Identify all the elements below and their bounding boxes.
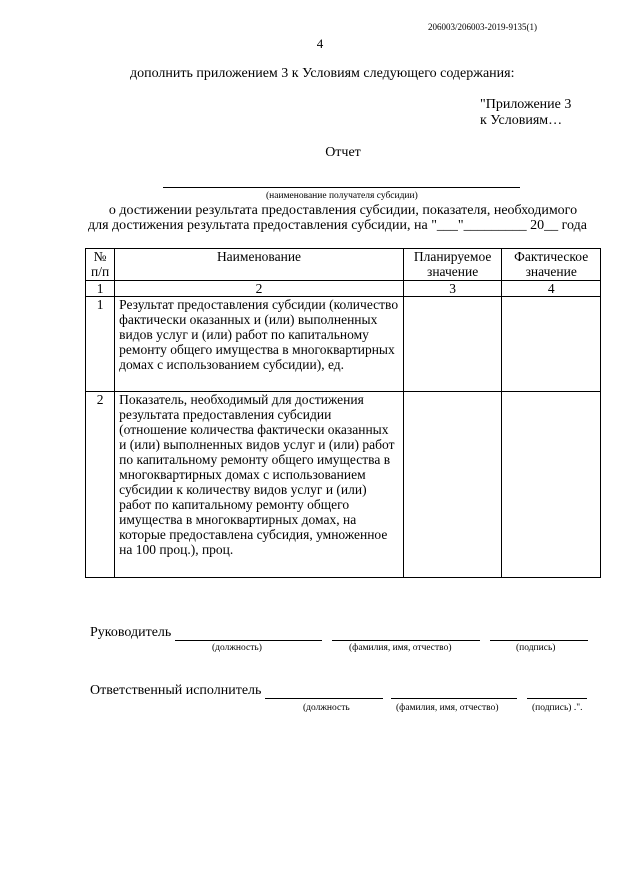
row-actual-value [502,392,601,578]
col-number: 4 [502,281,601,297]
head-position-caption: (должность) [212,643,262,653]
recipient-blank-line [163,187,520,188]
annex-reference [480,97,571,129]
row-num: 1 [86,297,115,392]
header-actual: Фактическое значение [502,249,601,281]
recipient-caption: (наименование получателя субсидии) [266,191,418,201]
col-number: 3 [403,281,502,297]
annex-line-1: "Приложение 3 [480,97,572,112]
table-header-row [86,249,601,281]
row-actual-value [502,297,601,392]
report-subtitle-line-2: для достижения результата предоставления субсидии, на "___"_________ 20__ года [88,218,587,233]
executor-position-line [265,698,383,699]
col-number: 2 [115,281,404,297]
head-sign-line [490,640,588,641]
executor-name-line [391,698,517,699]
head-position-line [175,640,322,641]
header-num: № п/п [86,249,115,281]
executor-name-caption: (фамилия, имя, отчество) [396,703,499,713]
report-table [85,248,601,578]
page-number: 4 [316,36,324,51]
head-name-line [332,640,480,641]
head-signature-label: Руководитель [90,625,172,640]
head-name-caption: (фамилия, имя, отчество) [349,643,452,653]
report-title: Отчет [325,145,361,160]
table-row [86,392,601,578]
head-sign-caption: (подпись) [516,643,556,653]
executor-position-caption: (должность [303,703,350,713]
row-name: Результат предоставления субсидии (количество фактически оказанных и (или) выполненных видов услуг и (или) работ по капитальному ремонту общего имущества в многоквартирных домах с использованием субсидии), ед. [115,297,404,392]
row-num: 2 [86,392,115,578]
annex-line-2: к Условиям… [480,113,563,128]
document-id: 206003/206003-2019-9135(1) [428,22,537,32]
executor-signature-label: Ответственный исполнитель [90,683,262,698]
table-row [86,297,601,392]
report-subtitle-line-1: о достижении результата предоставления субсидии, показателя, необходимого [108,203,578,218]
column-number-row [86,281,601,297]
row-planned-value [403,392,502,578]
header-planned: Планируемое значение [403,249,502,281]
header-name: Наименование [115,249,404,281]
executor-sign-line [527,698,587,699]
col-number: 1 [86,281,115,297]
executor-sign-caption: (подпись) .". [532,703,583,713]
row-name: Показатель, необходимый для достижения результата предоставления субсидии (отношение количества фактически оказанных и (или) выполненных видов услуг и (или) работ по капитальному ремонту общего имущества в многоквартирных домах с использованием субсидии к количеству видов услуг и (или) работ по капитальному ремонту общего имущества в многоквартирных домах, на которые предоставлена субсидия, умноженное на 100 проц.), проц. [115,392,404,578]
intro-text: дополнить приложением 3 к Условиям следующего содержания: [130,66,515,81]
row-planned-value [403,297,502,392]
